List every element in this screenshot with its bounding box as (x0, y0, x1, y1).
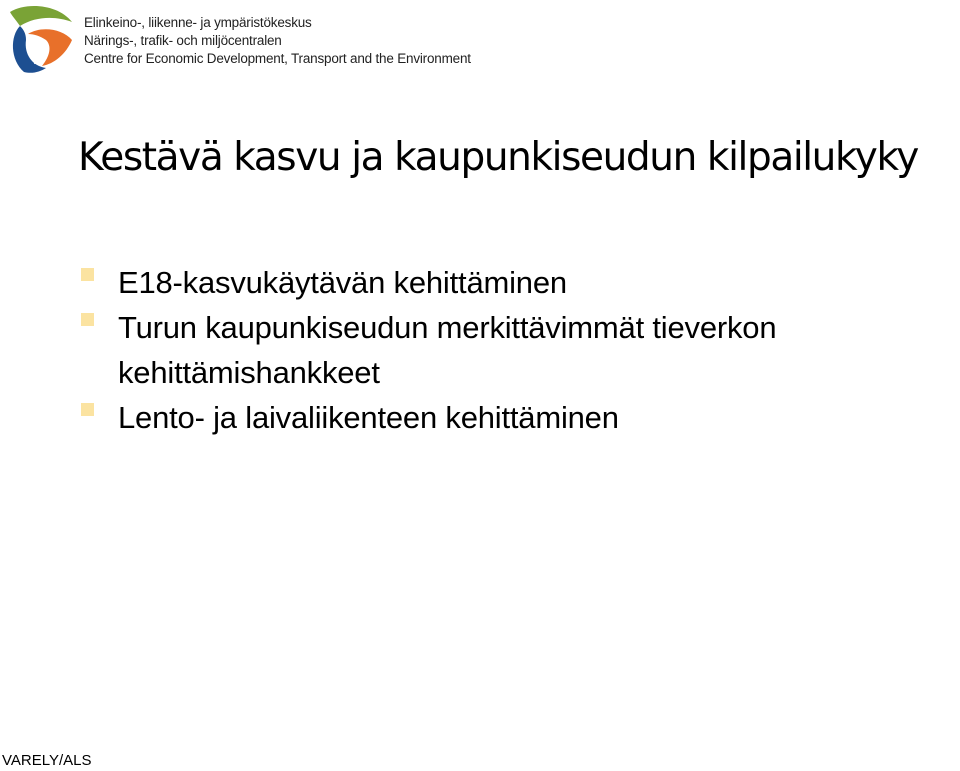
ely-centre-logo-icon (6, 4, 76, 74)
bullet-text: Lento- ja laivaliikenteen kehittäminen (118, 400, 619, 435)
org-name-swedish: Närings-, trafik- och miljöcentralen (84, 33, 282, 48)
bullet-text: E18-kasvukäytävän kehittäminen (118, 265, 567, 300)
bullet-list (78, 260, 938, 440)
slide-header (6, 4, 476, 76)
bullet-item (78, 305, 938, 395)
org-name-finnish: Elinkeino-, liikenne- ja ympäristökeskus (84, 15, 312, 30)
bullet-item (78, 395, 938, 440)
slide-title: Kestävä kasvu ja kaupunkiseudun kilpailukyky (78, 135, 918, 180)
square-bullet-icon (81, 268, 94, 281)
square-bullet-icon (81, 313, 94, 326)
square-bullet-icon (81, 403, 94, 416)
organization-names (84, 14, 471, 68)
footer-label: VARELY/ALS (2, 752, 92, 769)
bullet-item (78, 260, 938, 305)
bullet-text: Turun kaupunkiseudun merkittävimmät tieverkon kehittämishankkeet (118, 310, 777, 390)
org-name-english: Centre for Economic Development, Transport and the Environment (84, 51, 471, 66)
